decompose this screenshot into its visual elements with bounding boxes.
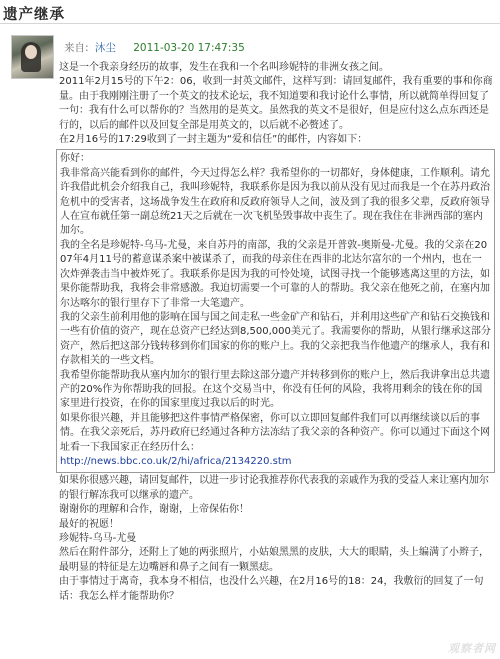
email-closing: 谢谢你的理解和合作，谢谢，上帝保佑你！ bbox=[59, 504, 249, 516]
intro-paragraph: 在2月16号的17:29收到了一封主题为“爱和信任”的邮件，内容如下： bbox=[59, 134, 368, 146]
post-content bbox=[59, 61, 495, 604]
post-timestamp: 2011-03-20 17:47:35 bbox=[133, 42, 245, 54]
outro-paragraph: 由于事情过于离奇，我本身不相信，也没什么兴趣，在2月16号的18：24，我敷衍的回复了一句话：我怎么样才能帮助你？ bbox=[59, 576, 484, 602]
title-divider bbox=[0, 23, 500, 24]
source-prefix: 来自 bbox=[64, 42, 85, 54]
page-title: 遗产继承 bbox=[3, 7, 65, 23]
email-paragraph: 我的父亲生前利用他的影响在国与国之间走私一些金矿产和钻石，并利用这些矿产和钻石交换钱和一些有价值的资产，现在总资产已经达到8,500,000美元了。我需要你的帮助，从银行继承这部分资产，然后把这部分钱转移到你们国家的你的账户上。我的父亲把我当作他遗产的继承人，我有和存款相关的一些文档。 bbox=[60, 311, 491, 367]
intro-paragraph: 2011年2月15号的下午2：06，收到一封英文邮件，这样写到：请回复邮件，我有重要的事和你商量。由于我刚刚注册了一个英文的技术论坛，我不知道要和我讨论什么事情，所以就简单得回复了一句：我有什么可以帮你的？当然用的是英文。虽然我的英文不是很好，但是应付这么点东西还是行的，以后的邮件以及回复全部是用英文的，以后就不必赘述了。 bbox=[59, 76, 493, 131]
post-meta: 来自: 沐尘 2011-03-20 17:47:35 bbox=[64, 42, 245, 54]
attachment-note: 然后在附件部分，还附上了她的两张照片，小姑娘黑黑的皮肤，大大的眼睛，头上编满了小辫子，最明显的特征是左边嘴唇和鼻子之间有一颗黑痣。 bbox=[59, 547, 489, 573]
quoted-email bbox=[56, 149, 495, 473]
email-closing: 最好的祝愿！ bbox=[59, 518, 119, 530]
email-closing: 如果你很感兴趣，请回复邮件，以进一步讨论我推荐你代表我的亲戚作为我的受益人来让塞内加尔的银行解冻我可以继承的遗产。 bbox=[59, 475, 489, 501]
email-signature: 珍妮特-乌马-尤曼 bbox=[59, 533, 137, 544]
email-greeting: 你好： bbox=[60, 153, 90, 165]
email-paragraph: 如果你很兴趣，并且能够把这件事情严格保密，你可以立即回复邮件我们可以再继续谈以后的事情。在我父亲死后，苏丹政府已经通过各种方法冻结了我父亲的各种资产。你可以通过下面这个网址看一下我国家正在经历什么： bbox=[60, 412, 490, 453]
bbc-link[interactable]: http://news.bbc.co.uk/2/hi/africa/2134220.stm bbox=[60, 455, 292, 467]
email-paragraph: 我的全名是珍妮特-乌马-尤曼，来自苏丹的南部，我的父亲是开普敦-奥斯曼-尤曼。我的父亲在2007年4月11号的蓄意谋杀案中被谋杀了，而我的母亲住在西非的北达尔富尔的一个州内，也在一次炸弹袭击当中被炸死了。我联系你是因为我的可怜处境，试图寻找一个能够逃离这里的方法，如果你能帮助我，我将会非常感激。我迫切需要一个可靠的人的帮助。我父亲在他死之前，在塞内加尔达喀尔的银行里存下了非常一大笔遗产。 bbox=[60, 239, 490, 309]
avatar-face bbox=[25, 45, 37, 59]
watermark-logo: 观察者网 bbox=[448, 642, 496, 655]
avatar[interactable] bbox=[11, 35, 54, 79]
author-link[interactable]: 沐尘 bbox=[94, 42, 116, 54]
email-paragraph: 我希望你能帮助我从塞内加尔的银行里去除这部分遗产并转移到你的账户上，然后我讲拿出总共遗产的20%作为你帮助我的回报。在这个交易当中，你没有任何的风险，我将用剩余的钱在你的国家里进行投资，在你的国家里度过我以后的时光。 bbox=[60, 369, 490, 410]
email-paragraph: 我非常高兴能看到你的邮件，今天过得怎么样？我希望你的一切都好，身体健康，工作顺利。请允许我借此机会介绍我自己，我叫珍妮特，我联系你是因为我以前从没有见过而我是一个在苏丹政治危机中的受害者，这场战争发生在政府和反政府领导人之间，波及到了我的很多父辈，反政府领导人在宣布就任第一副总统21天之后就在一次飞机坠毁事故中丧生了。现在我住在非洲西部的塞内加尔。 bbox=[60, 167, 490, 237]
intro-paragraph: 这是一个我亲身经历的故事，发生在我和一个名叫珍妮特的非洲女孩之间。 bbox=[59, 62, 389, 73]
